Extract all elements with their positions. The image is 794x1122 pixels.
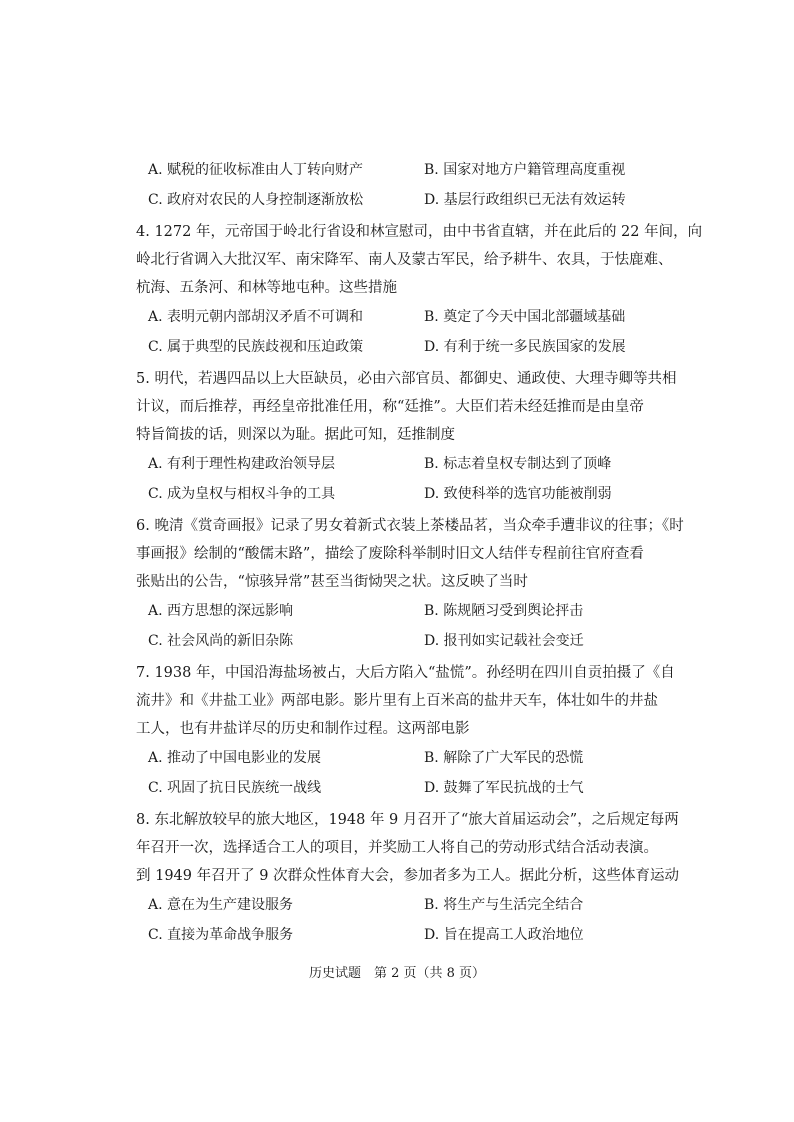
q4-options-row-1	[148, 305, 708, 329]
q5-option-a: A. 有利于理性构建政治领导层	[148, 456, 336, 472]
q8-option-b: B. 将生产与生活完全结合	[424, 897, 584, 913]
q7-stem-line-1: 7. 1938 年，中国沿海盐场被占，大后方陷入“盐慌”。孙经明在四川自贡拍摄了《自	[136, 665, 675, 681]
q8-options-row-1	[148, 893, 708, 917]
q3-option-b: B. 国家对地方户籍管理高度重视	[424, 162, 626, 178]
q6-options-row-1	[148, 599, 708, 623]
q5-option-d: D. 致使科举的选官功能被削弱	[424, 486, 612, 502]
q7-option-c: C. 巩固了抗日民族统一战线	[148, 780, 322, 796]
q6-stem-line-3: 张贴出的公告，“惊骇异常”甚至当街恸哭之状。这反映了当时	[136, 574, 528, 590]
q6-option-a: A. 西方思想的深远影响	[148, 603, 294, 619]
q8-option-d: D. 旨在提高工人政治地位	[424, 927, 584, 943]
q8-stem-line-3: 到 1949 年召开了 9 次群众性体育大会，参加者多为工人。据此分析，这些体育运动	[136, 868, 680, 884]
q8-options-row-2	[148, 923, 708, 947]
q6-option-d: D. 报刊如实记载社会变迁	[424, 633, 584, 649]
q7-stem-line-2: 流井》和《井盐工业》两部电影。影片里有上百米高的盐井天车，体壮如牛的井盐	[136, 693, 658, 709]
q8-option-c: C. 直接为革命战争服务	[148, 927, 294, 943]
q8-stem-line-2: 年召开一次，选择适合工人的项目，并奖励工人将自己的劳动形式结合活动表演。	[136, 840, 658, 856]
q4-option-c: C. 属于典型的民族歧视和压迫政策	[148, 339, 364, 355]
q5-option-b: B. 标志着皇权专制达到了顶峰	[424, 456, 612, 472]
q5-options-row-2	[148, 482, 708, 506]
q6-stem-line-2: 事画报》绘制的“酸儒末路”，描绘了废除科举制时旧文人结伴专程前往官府查看	[136, 546, 644, 562]
q6-stem-line-1: 6. 晚清《赏奇画报》记录了男女着新式衣装上茶楼品茗，当众牵手遭非议的往事；《时	[136, 518, 684, 534]
q5-option-c: C. 成为皇权与相权斗争的工具	[148, 486, 336, 502]
q5-options-row-1	[148, 452, 708, 476]
q7-options-row-2	[148, 776, 708, 800]
q4-options-row-2	[148, 335, 708, 359]
q7-option-a: A. 推动了中国电影业的发展	[148, 750, 322, 766]
q7-options-row-1	[148, 746, 708, 770]
q3-option-a: A. 赋税的征收标准由人丁转向财产	[148, 162, 364, 178]
page-footer: 历史试题 第 2 页（共 8 页）	[308, 966, 486, 981]
q6-option-b: B. 陈规陋习受到舆论抨击	[424, 603, 584, 619]
q4-option-a: A. 表明元朝内部胡汉矛盾不可调和	[148, 309, 364, 325]
q4-stem-line-2: 岭北行省调入大批汉军、南宋降军、南人及蒙古军民，给予耕牛、农具，于怯鹿难、	[136, 252, 673, 268]
q3-options-row-1	[148, 158, 708, 182]
q5-stem-line-2: 计议，而后推荐，再经皇帝批准任用，称“廷推”。大臣们若未经廷推而是由皇帝	[136, 399, 644, 415]
q7-stem-line-3: 工人，也有井盐详尽的历史和制作过程。这两部电影	[136, 721, 470, 737]
q4-option-b: B. 奠定了今天中国北部疆域基础	[424, 309, 626, 325]
q3-options-row-2	[148, 188, 708, 212]
q4-stem-line-3: 杭海、五条河、和林等地屯种。这些措施	[136, 280, 397, 296]
q7-option-d: D. 鼓舞了军民抗战的士气	[424, 780, 584, 796]
q5-stem-line-3: 特旨简拔的话，则深以为耻。据此可知，廷推制度	[136, 427, 455, 443]
q3-option-d: D. 基层行政组织已无法有效运转	[424, 192, 626, 208]
q4-option-d: D. 有利于统一多民族国家的发展	[424, 339, 626, 355]
q4-stem-line-1: 4. 1272 年，元帝国于岭北行省设和林宣慰司，由中书省直辖，并在此后的 22 年间，向	[136, 224, 703, 240]
q8-stem-line-1: 8. 东北解放较早的旅大地区，1948 年 9 月召开了“旅大首届运动会”，之后规定每两	[136, 812, 679, 828]
q3-option-c: C. 政府对农民的人身控制逐渐放松	[148, 192, 364, 208]
q8-option-a: A. 意在为生产建设服务	[148, 897, 294, 913]
q6-option-c: C. 社会风尚的新旧杂陈	[148, 633, 294, 649]
q6-options-row-2	[148, 629, 708, 653]
q7-option-b: B. 解除了广大军民的恐慌	[424, 750, 584, 766]
q5-stem-line-1: 5. 明代，若遇四品以上大臣缺员，必由六部官员、都御史、通政使、大理寺卿等共相	[136, 371, 677, 387]
